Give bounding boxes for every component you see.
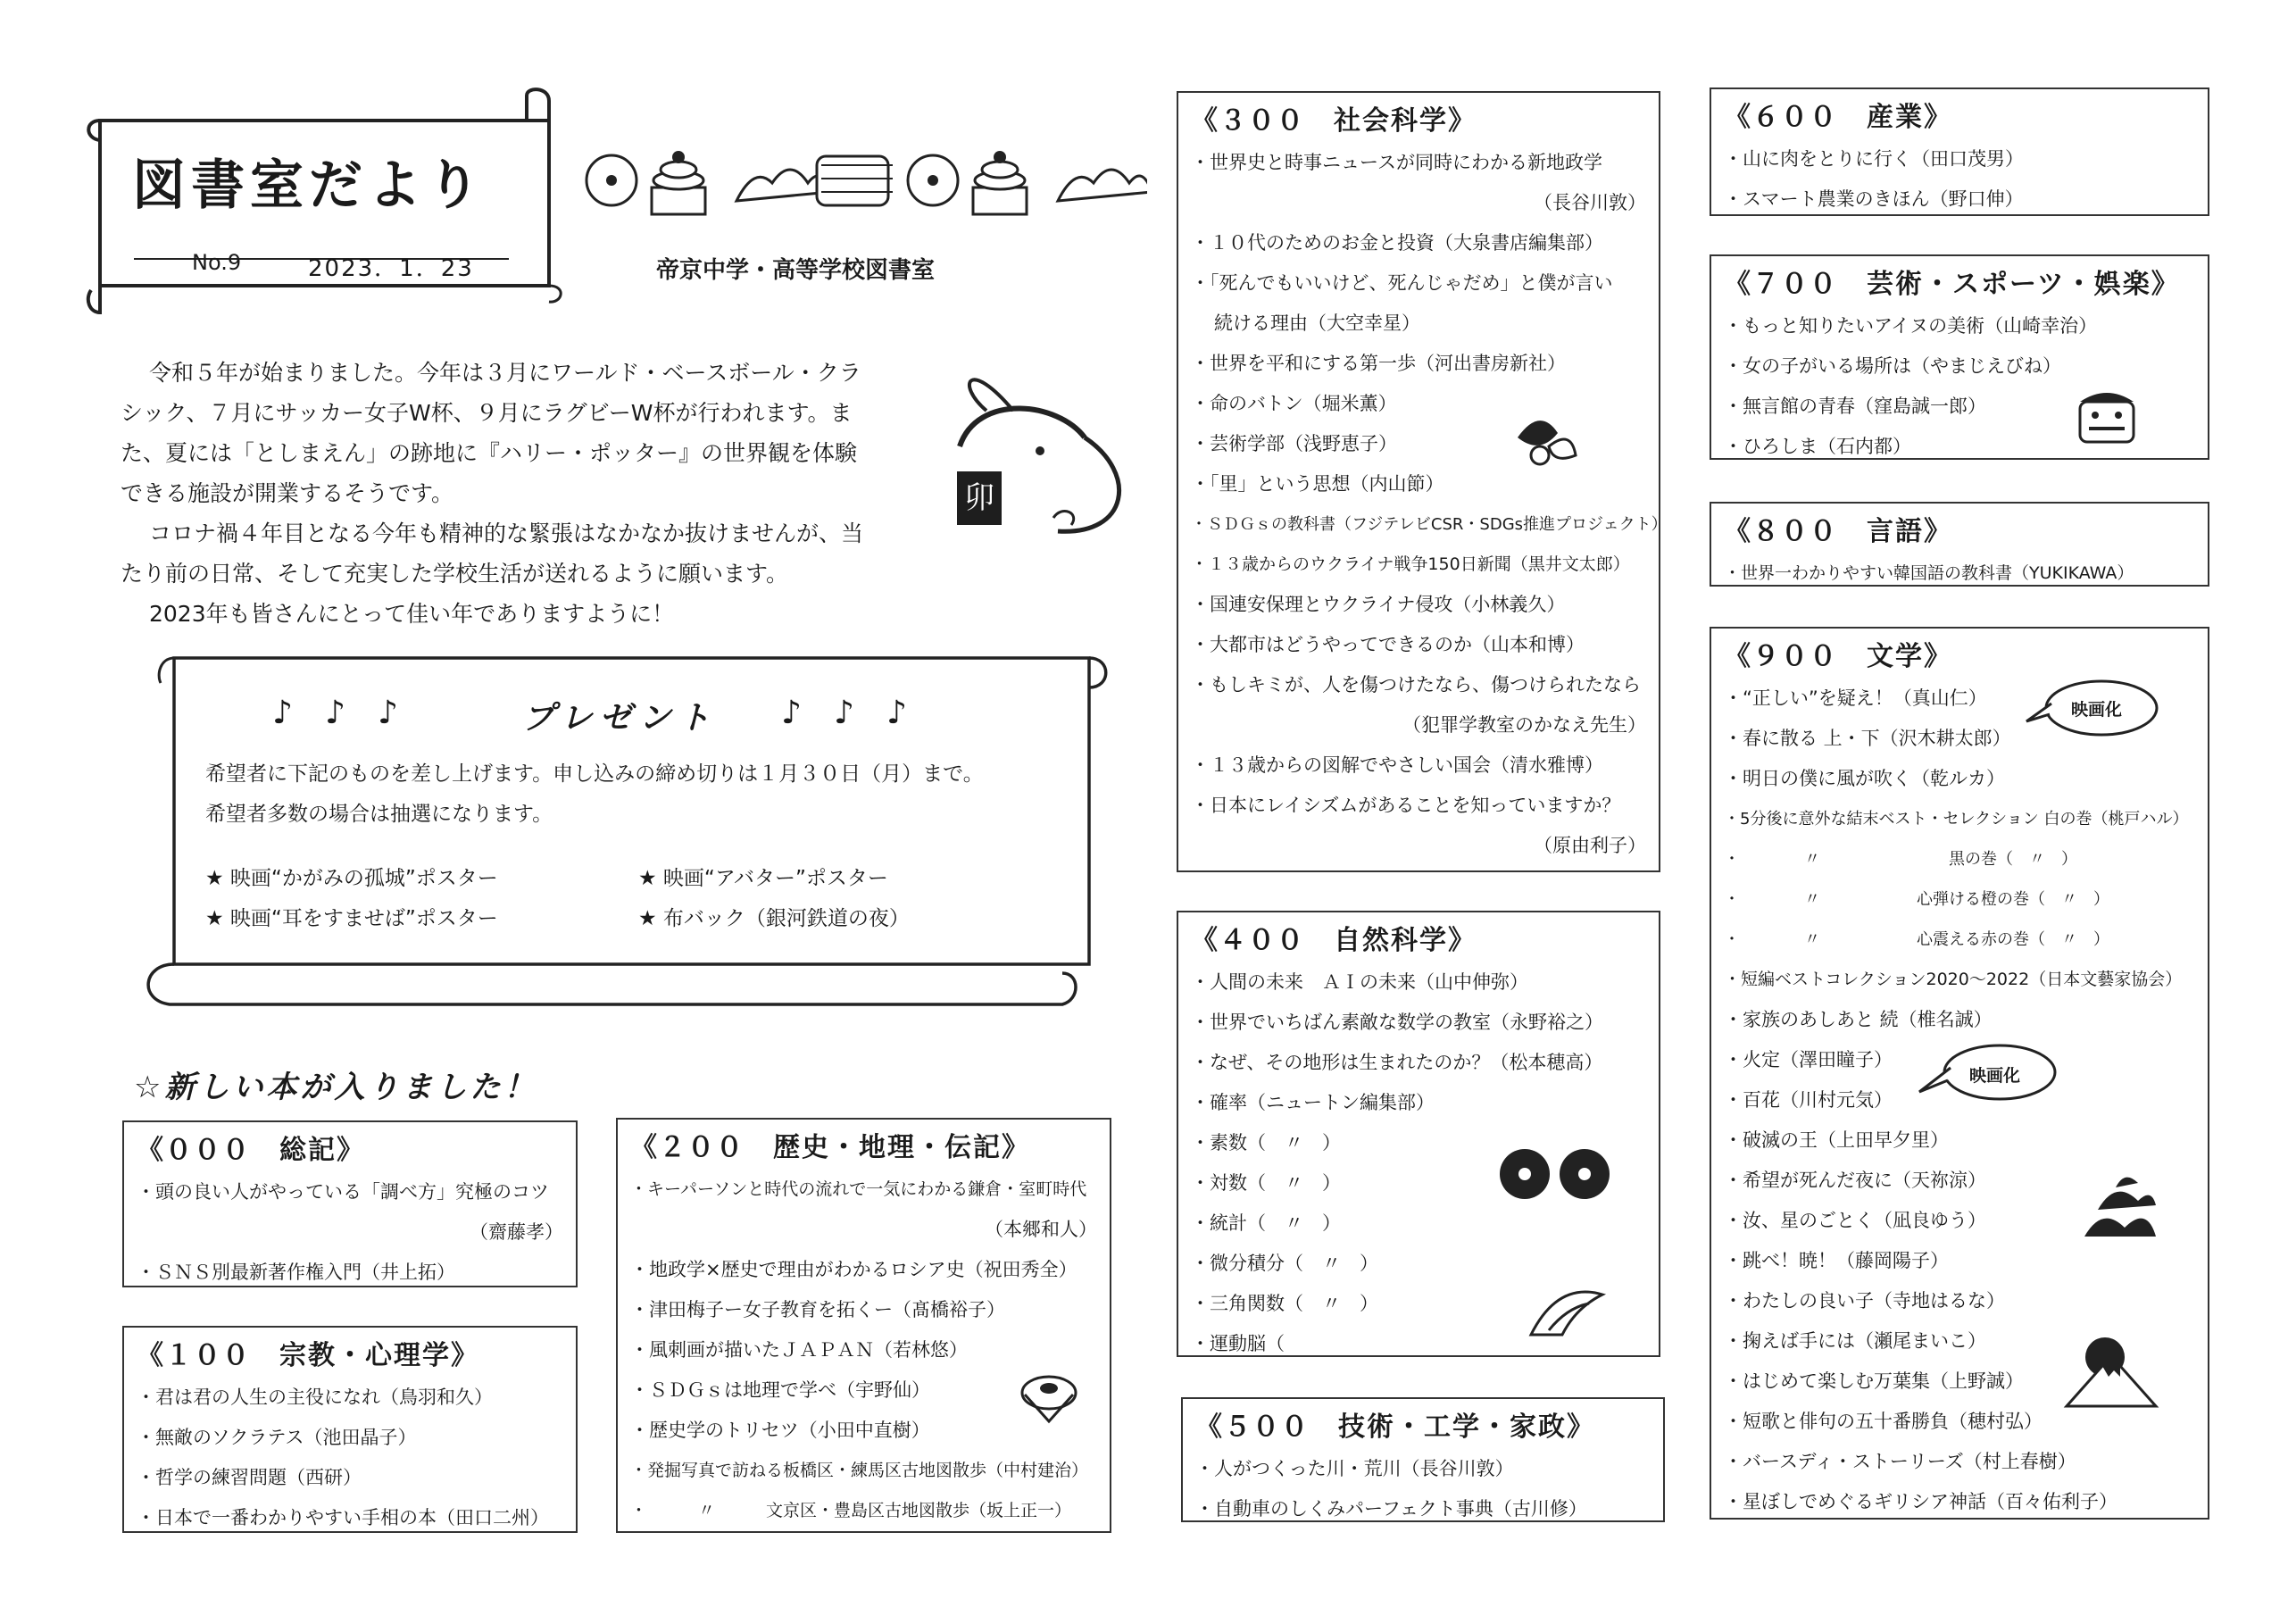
section-200 bbox=[616, 1118, 1111, 1533]
book-entry: ・確率（ニュートン編集部） bbox=[1191, 1092, 1435, 1113]
present-item: ★ 映画“アバター”ポスター bbox=[638, 867, 888, 890]
book-entry: ・君は君の人生の主役になれ（鳥羽和久） bbox=[137, 1387, 493, 1408]
movie-adaptation-callout: 映画化 bbox=[2071, 700, 2123, 720]
book-entry: ・春に散る 上・下（沢木耕太郎） bbox=[1724, 728, 2011, 749]
bamboo-leaf-icon bbox=[1527, 1286, 1607, 1344]
book-entry: ・スマート農業のきほん（野口伸） bbox=[1724, 188, 2024, 210]
book-entry: ・ひろしま（石内都） bbox=[1724, 436, 1911, 457]
intro-text bbox=[121, 353, 911, 634]
book-entry: ・短編ベストコレクション2020〜2022（日本文藝家協会） bbox=[1724, 970, 2183, 989]
book-entry: ・跳べ！暁！（藤岡陽子） bbox=[1724, 1250, 1949, 1271]
book-entry: ・5分後に意外な結末ベスト・セレクション 白の巻（桃戸ハル） bbox=[1724, 810, 2189, 829]
stamp-char: 卯 bbox=[964, 480, 994, 516]
book-entry: ・短歌と俳句の五十番勝負（穂村弘） bbox=[1724, 1411, 2043, 1432]
book-entry: ・人がつくった川・荒川（長谷川敦） bbox=[1195, 1458, 1514, 1479]
issue-number: No.9 bbox=[192, 250, 242, 275]
section-100 bbox=[122, 1326, 578, 1533]
book-entry: ・ＳＮＳ別最新著作権入門（井上拓） bbox=[137, 1262, 455, 1283]
book-entry: ・統計（ 〃 ） bbox=[1191, 1212, 1341, 1234]
book-entry: ・ 〃 黒の巻（ 〃 ） bbox=[1724, 850, 2077, 869]
book-entry: ・１３歳からの図解でやさしい国会（清水雅博） bbox=[1191, 754, 1603, 776]
section-title: 《９００ 文学》 bbox=[1724, 641, 1952, 672]
section-title: 《７００ 芸術・スポーツ・娯楽》 bbox=[1724, 269, 2180, 300]
book-entry: ・もしキミが、人を傷つけたなら、傷つけられたなら bbox=[1191, 674, 1641, 695]
present-notes-right: ♪ ♪ ♪ bbox=[781, 695, 907, 731]
book-entry: ・“正しい”を疑え！（真山仁） bbox=[1724, 687, 1987, 709]
book-entry: ・女の子がいる場所は（やまじえびね） bbox=[1724, 355, 2061, 377]
book-author: （齋藤孝） bbox=[470, 1221, 563, 1243]
book-entry: ・ 〃 心震える赤の巻（ 〃 ） bbox=[1724, 930, 2109, 949]
present-title: プレゼント bbox=[522, 700, 718, 737]
book-entry: ・「死んでもいいけど、死んじゃだめ」と僕が言い bbox=[1191, 272, 1613, 294]
page-title: 図書室だより bbox=[132, 154, 486, 217]
school-name: 帝京中学・高等学校図書室 bbox=[656, 257, 936, 284]
book-entry: ・家族のあしあと 続（椎名誠） bbox=[1724, 1009, 1993, 1030]
present-line-1: 希望者に下記のものを差し上げます。申し込みの締め切りは１月３０日（月）まで。 bbox=[205, 762, 984, 786]
book-entry: ・世界一わかりやすい韓国語の教科書（YUKIKAWA） bbox=[1724, 563, 2134, 583]
book-entry: ・なぜ、その地形は生まれたのか？（松本穂高） bbox=[1191, 1052, 1603, 1073]
book-entry: ・風刺画が描いたＪＡＰＡＮ（若林悠） bbox=[630, 1339, 968, 1361]
lion-dance-icon bbox=[2076, 388, 2138, 446]
book-entry: ・大都市はどうやってできるのか（山本和博） bbox=[1191, 634, 1585, 655]
present-line-2: 希望者多数の場合は抽選になります。 bbox=[205, 803, 553, 826]
section-title: 《１００ 宗教・心理学》 bbox=[137, 1340, 479, 1371]
book-entry: ・破滅の王（上田早夕里） bbox=[1724, 1129, 1949, 1151]
book-entry: ・１３歳からのウクライナ戦争150日新聞（黒井文太郎） bbox=[1191, 554, 1630, 574]
ox-icon bbox=[817, 156, 893, 205]
book-entry: ・津田梅子ー女子教育を拓くー（髙橋裕子） bbox=[630, 1299, 1005, 1320]
book-entry: ・希望が死んだ夜に（天祢涼） bbox=[1724, 1170, 1986, 1191]
present-notes-left: ♪ ♪ ♪ bbox=[272, 695, 398, 731]
present-item: ★ 映画“かがみの孤城”ポスター bbox=[205, 867, 498, 890]
present-item: ★ 映画“耳をすませば”ポスター bbox=[205, 907, 498, 930]
book-author: （本郷和人） bbox=[985, 1219, 1097, 1240]
book-entry: ・頭の良い人がやっている「調べ方」究極のコツ bbox=[137, 1181, 549, 1203]
book-entry: ・歴史学のトリセツ（小田中直樹） bbox=[630, 1420, 930, 1441]
book-entry: ・素数（ 〃 ） bbox=[1191, 1132, 1341, 1153]
plum-flower-icon bbox=[587, 155, 636, 205]
section-title: 《０００ 総記》 bbox=[137, 1135, 365, 1166]
book-entry: ・掬えば手には（瀬尾まいこ） bbox=[1724, 1330, 1986, 1352]
book-entry: ・発掘写真で訪ねる板橋区・練馬区古地図散歩（中村建治） bbox=[630, 1461, 1089, 1480]
section-title: 《２００ 歴史・地理・伝記》 bbox=[630, 1132, 1030, 1163]
book-entry: ・哲学の練習問題（西研） bbox=[137, 1467, 362, 1488]
book-entry: ・ＳＤＧｓは地理で学べ（宇野仙） bbox=[630, 1379, 930, 1401]
book-entry: ・火定（澤田瞳子） bbox=[1724, 1049, 1893, 1070]
book-entry: ・芸術学部（浅野恵子） bbox=[1191, 433, 1397, 454]
new-year-decorations bbox=[576, 134, 1147, 223]
section-title: 《８００ 言語》 bbox=[1724, 516, 1952, 547]
book-entry: ・無敵のソクラテス（池田晶子） bbox=[137, 1427, 417, 1448]
intro-line: 令和５年が始まりました。今年は３月にワールド・ベースボール・クラ bbox=[149, 360, 861, 386]
book-entry: ・三角関数（ 〃 ） bbox=[1191, 1293, 1378, 1314]
pine-icon bbox=[1058, 170, 1147, 201]
book-author: （犯罪学教室のかなえ先生） bbox=[1402, 714, 1646, 736]
intro-line: た、夏には「としまえん」の跡地に『ハリー・ポッター』の世界観を体験 bbox=[121, 440, 858, 466]
book-entry: ・人間の未来 ＡＩの未来（山中伸弥） bbox=[1191, 971, 1528, 993]
book-entry: ・バースディ・ストーリーズ（村上春樹） bbox=[1724, 1451, 2076, 1472]
section-800 bbox=[1710, 502, 2209, 587]
pine-tree-icon bbox=[2076, 1170, 2160, 1245]
spinning-top-icon bbox=[1018, 1366, 1080, 1428]
book-entry: ・星ぼしでめぐるギリシア神話（百々佑利子） bbox=[1724, 1491, 2117, 1512]
movie-adaptation-callout: 映画化 bbox=[1969, 1066, 2021, 1086]
plum-blossom-icon bbox=[1495, 1143, 1620, 1205]
book-entry: ・対数（ 〃 ） bbox=[1191, 1172, 1341, 1194]
new-books-heading: ☆新しい本が入りました！ bbox=[134, 1070, 538, 1105]
issue-date: 2023．1．23 bbox=[308, 255, 474, 282]
intro-line: シック、７月にサッカー女子W杯、９月にラグビーW杯が行われます。ま bbox=[121, 400, 853, 426]
book-entry: ・無言館の青春（窪島誠一郎） bbox=[1724, 396, 1986, 417]
book-entry: ・自動車のしくみパーフェクト事典（古川修） bbox=[1195, 1498, 1587, 1520]
book-entry: ・ 〃 文京区・豊島区古地図散歩（坂上正一） bbox=[630, 1501, 1072, 1520]
plum-flower-icon bbox=[908, 155, 958, 205]
book-entry: ・「里」という思想（内山節） bbox=[1191, 473, 1444, 495]
book-entry: ・ＳＤＧｓの教科書（フジテレビCSR・SDGs推進プロジェクト） bbox=[1191, 515, 1668, 534]
intro-line: たり前の日常、そして充実した学校生活が送れるように願います。 bbox=[121, 561, 789, 587]
book-entry: ・世界を平和にする第一歩（河出書房新社） bbox=[1191, 353, 1566, 374]
intro-line: 2023年も皆さんにとって佳い年でありますように！ bbox=[149, 601, 675, 627]
book-entry: ・わたしの良い子（寺地はるな） bbox=[1724, 1290, 2005, 1312]
section-title: 《５００ 技術・工学・家政》 bbox=[1195, 1412, 1595, 1443]
section-title: 《４００ 自然科学》 bbox=[1191, 925, 1477, 956]
book-entry: ・命のバトン（堀米薫） bbox=[1191, 393, 1397, 414]
section-000 bbox=[122, 1120, 578, 1287]
section-title: 《６００ 産業》 bbox=[1724, 102, 1952, 133]
book-author: （原由利子） bbox=[1534, 835, 1646, 856]
book-entry: ・山に肉をとりに行く（田口茂男） bbox=[1724, 148, 2024, 170]
book-entry: ・もっと知りたいアイヌの美術（山崎幸治） bbox=[1724, 315, 2098, 337]
intro-line: コロナ禍４年目となる今年も精神的な緊張はなかなか抜けませんが、当 bbox=[149, 521, 864, 546]
book-entry: ・汝、星のごとく（凪良ゆう） bbox=[1724, 1210, 1986, 1231]
book-entry: ・はじめて楽しむ万葉集（上野誠） bbox=[1724, 1370, 2024, 1392]
intro-line: できる施設が開業するそうです。 bbox=[121, 480, 454, 506]
mount-fuji-sunrise-icon bbox=[2062, 1330, 2160, 1411]
book-entry: ・日本で一番わかりやすい手相の本（田口二州） bbox=[137, 1507, 549, 1528]
kagami-mochi-icon bbox=[652, 151, 705, 214]
section-600 bbox=[1710, 87, 2209, 216]
book-entry: ・明日の僕に風が吹く（乾ルカ） bbox=[1724, 768, 2005, 789]
book-entry: ・キーパーソンと時代の流れで一気にわかる鎌倉・室町時代 bbox=[630, 1179, 1087, 1199]
present-item: ★ 布バック（銀河鉄道の夜） bbox=[638, 907, 910, 930]
section-500 bbox=[1181, 1397, 1665, 1522]
book-entry: ・ 〃 心弾ける橙の巻（ 〃 ） bbox=[1724, 890, 2109, 909]
rabbit-zodiac-stamp bbox=[957, 471, 1002, 525]
book-entry: ・１０代のためのお金と投資（大泉書店編集部） bbox=[1191, 232, 1603, 254]
leaf-icon bbox=[1509, 402, 1580, 473]
book-author: （長谷川敦） bbox=[1534, 192, 1646, 213]
book-entry: ・日本にレイシズムがあることを知っていますか？ bbox=[1191, 795, 1621, 816]
book-entry: ・世界でいちばん素敵な数学の教室（永野裕之） bbox=[1191, 1012, 1603, 1033]
section-title: 《３００ 社会科学》 bbox=[1191, 105, 1477, 137]
kagami-mochi-icon bbox=[973, 151, 1027, 214]
book-entry: ・地政学×歴史で理由がわかるロシア史（祝田秀全） bbox=[630, 1259, 1077, 1280]
book-entry: ・微分積分（ 〃 ） bbox=[1191, 1253, 1378, 1274]
book-entry-continued: 続ける理由（大空幸星） bbox=[1214, 312, 1420, 334]
book-entry: ・百花（川村元気） bbox=[1724, 1089, 1893, 1111]
book-entry: ・国連安保理とウクライナ侵攻（小林義久） bbox=[1191, 594, 1566, 615]
book-entry: ・運動脳（ bbox=[1191, 1333, 1285, 1354]
book-entry: ・世界史と時事ニュースが同時にわかる新地政学 bbox=[1191, 152, 1602, 173]
section-300 bbox=[1177, 91, 1668, 872]
